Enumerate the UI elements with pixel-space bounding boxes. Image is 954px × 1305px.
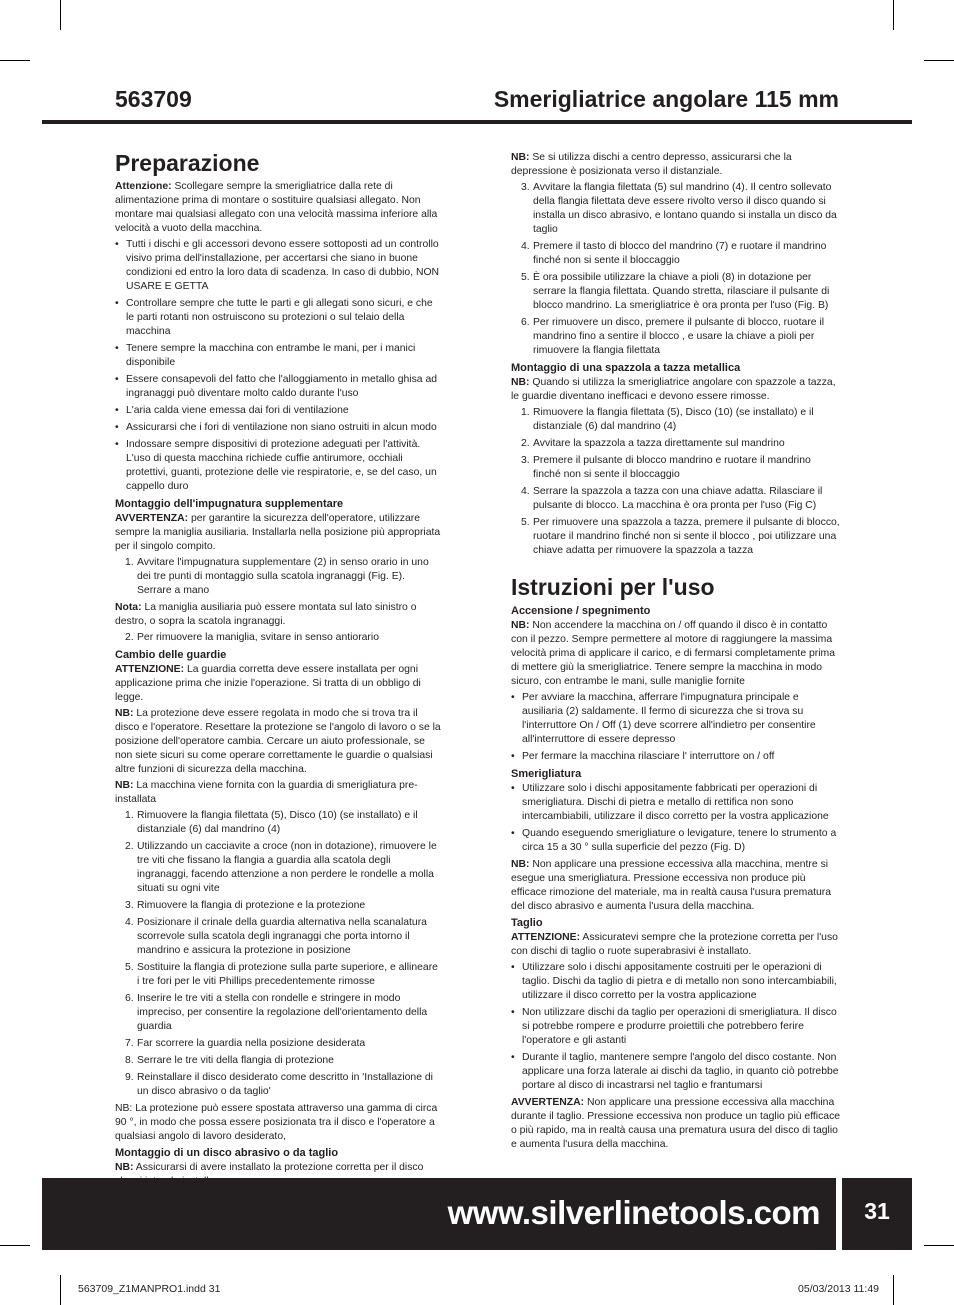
step-text: Per rimuovere la maniglia, svitare in senso antiorario [137,632,379,643]
note-paragraph [115,601,442,629]
nb-paragraph [511,151,841,179]
list-item [115,899,442,913]
impugnatura-steps-2 [115,631,442,645]
step-text: Rimuovere la flangia filettata (5), Disco (10) (se installato) e il distanziale (6) dal mandrino (4) [137,810,418,835]
step-text: Rimuovere la flangia di protezione e la protezione [137,900,366,911]
prep-bullet-list [115,238,442,494]
list-item: • Essere consapevoli del fatto che l'alloggiamento in metallo ghisa ad ingranaggi può diventare molto caldo durante l'uso [115,373,442,401]
list-item: • Per fermare la macchina rilasciare l' interruttore on / off [511,750,841,764]
step-number: 1. [125,810,134,821]
subheading-disco: Montaggio di un disco abrasivo o da taglio [115,1147,339,1159]
label: NB: [115,780,134,791]
page-number: 31 [864,1198,890,1224]
list-item: • Utilizzare solo i dischi appositamente fabbricati per operazioni di smerigliatura. Dischi di pietra e metallo di rettifica non sono intercambiabili, utilizzare il disco corretto per la vostra applicazione [511,782,841,824]
list-item [115,840,442,896]
list-item [511,181,841,237]
label: NB: [115,1162,134,1173]
list-item [511,454,841,482]
step-text: Rimuovere la flangia filettata (5), Disco (10) (se installato) e il distanziale (6) dal mandrino (4) [533,407,814,432]
print-slug-date: 05/03/2013 11:49 [798,1283,879,1295]
step-number: 4. [521,241,530,252]
step-number: 1. [125,557,134,568]
list-item [115,916,442,958]
list-item [115,961,442,989]
list-item: • Per avviare la macchina, afferrare l'impugnatura principale e ausiliaria (2) saldamente. Il fermo di sicurezza che si trova su l'interruttore On / Off (1) deve scorrere all'indietro per consentire all'interruttore di essere depresso [511,691,841,747]
list-item [115,1037,442,1051]
footer-bar [42,1178,836,1250]
taglio-bullets [511,961,841,1093]
label: NB: [511,859,530,870]
step-text: Serrare la spazzola a tazza con una chiave adatta. Rilasciare il pulsante di blocco. La macchina è ora pronta per l'uso (Fig C) [533,486,823,511]
warning-paragraph [511,1096,841,1152]
text: Se si utilizza dischi a centro depresso, assicurarsi che la depressione è posizionata verso il distanziale. [511,152,792,177]
step-number: 6. [125,993,134,1004]
list-item [511,406,841,434]
step-number: 5. [521,272,530,283]
step-number: 8. [125,1055,134,1066]
section-heading-istruzioni: Istruzioni per l'uso [511,574,715,600]
step-text: Premere il pulsante di blocco mandrino e ruotare il mandrino finché non si sente il bloccaggio [533,455,811,480]
step-number: 5. [521,517,530,528]
crop-mark [0,60,30,61]
label: NB: [115,708,134,719]
list-item [511,316,841,358]
label: AVVERTENZA: [511,1097,585,1108]
text: Quando si utilizza la smerigliatrice angolare con spazzole a tazza, le guardie diventano inefficaci e devono essere rimosse. [511,377,836,402]
nb-paragraph [115,707,442,777]
text: Non applicare una pressione eccessiva alla macchina durante il taglio. Pressione eccessiva non produce un taglio più efficace o più rapido, ma in realtà causa una prematura usura del disco di taglio e aumenta l'usura della macchina. [511,1097,841,1150]
list-item [115,556,442,598]
text: Assicurarsi di avere installato la protezione corretta per il disco [135,1162,424,1173]
list-item: • L'aria calda viene emessa dai fori di ventilazione [115,404,442,418]
step-text: Sostituire la flangia di protezione sulla parte superiore, e allineare i tre fori per le viti Phillips precedentemente rimosse [137,962,438,987]
list-item: • Tutti i dischi e gli accessori devono essere sottoposti ad un controllo visivo prima dell'installazione, per accertarsi che siano in buone condizioni ed entro la loro data di scadenza. In caso di dubbio, NON USARE E GETTA [115,238,442,294]
product-title: Smerigliatrice angolare 115 mm [493,86,839,112]
product-code: 563709 [115,86,192,112]
step-number: 2. [125,632,134,643]
list-item [511,485,841,513]
text: Scollegare sempre la smerigliatrice dalla rete di alimentazione prima di montare o sostituire qualsiasi allegato. Non montare mai qualsiasi allegato con una velocità massima inferiore alla velocità a vuoto della macchina. [115,181,438,234]
nb-paragraph [115,779,442,807]
attention-paragraph [115,663,442,705]
text: Assicuratevi sempre che la protezione corretta per l'uso con dischi di taglio o ruote superabrasivi è installato. [511,932,838,957]
text: La macchina viene fornita con la guardia di smerigliatura pre-installata [115,780,418,805]
spazzola-steps [511,406,841,558]
accensione-bullets [511,691,841,764]
crop-mark [893,1275,894,1305]
step-number: 7. [125,1038,134,1049]
label: Attenzione: [115,181,172,192]
list-item: • Tenere sempre la macchina con entrambe le mani, per i manici disponibile [115,342,442,370]
step-number: 4. [125,917,134,928]
label: NB: [511,377,530,388]
text: La protezione deve essere regolata in modo che si trova tra il disco e l'operatore. Resettare la protezione se l'angolo di lavoro o se la posizione dell'operatore cambia. Cercare un aiuto professionale, se non siete sicuri su come operare correttamente le guardie o qualsiasi altre funzioni di sicurezza della macchina. [115,708,441,775]
website-url[interactable]: www.silverlinetools.com [447,1194,820,1231]
list-item: • Utilizzare solo i dischi appositamente costruiti per le operazioni di taglio. Dischi da taglio di pietra e di metallo non sono intercambiabili, utilizzare il disco corretto per la vostra applicazione [511,961,841,1003]
step-text: Posizionare il crinale della guardia alternativa nella scanalatura scorrevole sulla scatola degli ingranaggi che porta intorno il mandrino e assicura la protezione in posizione [137,917,427,956]
text: La guardia corretta deve essere installata per ogni applicazione prima che inizie l'operazione. Si tratta di un obbligo di legge. [115,664,421,703]
step-number: 2. [521,438,530,449]
text: Non accendere la macchina on / off quando il disco è in contatto con il pezzo. Sempre permettere al motore di raggiungere la massima velocità prima di applicare il carico, e di fermarsi completamente prima di mettere giù la smerigliatrice. Tenere sempre la macchina in modo sicuro, con entrambe le mani, sulle maniglie fornite [511,620,835,687]
step-text: È ora possibile utilizzare la chiave a pioli (8) in dotazione per serrare la flangia filettata. Quando stretta, rilasciare il pulsante di blocco mandrino. La smerigliatrice è ora pronta per l'uso (Fig. B) [533,272,830,311]
step-text: Far scorrere la guardia nella posizione desiderata [137,1038,366,1049]
step-text: Premere il tasto di blocco del mandrino (7) e ruotare il mandrino finché non si sente il bloccaggio [533,241,827,266]
crop-mark [60,0,61,30]
disco-steps-continued [511,181,841,358]
nb-paragraph [511,619,841,689]
list-item [115,992,442,1034]
subheading-smerigliatura: Smerigliatura [511,768,582,780]
text: Non applicare una pressione eccessiva alla macchina, mentre si esegue una smerigliatura. Pressione eccessiva non produce più efficace rimozione del materiale, ma in realtà causa l'usura prematura del disco abrasivo e aumenta l'usura della macchina. [511,859,832,912]
step-number: 3. [125,900,134,911]
label: NB: [511,152,530,163]
header-rule [42,120,912,124]
list-item [115,631,442,645]
list-item [115,809,442,837]
print-slug-file: 563709_Z1MANPRO1.indd 31 [78,1283,221,1295]
crop-mark [924,1245,954,1246]
subheading-taglio: Taglio [511,917,543,929]
list-item [511,437,841,451]
step-text: Avvitare la spazzola a tazza direttamente sul mandrino [533,438,785,449]
list-item [511,271,841,313]
left-column [115,150,442,1239]
step-text: Serrare le tre viti della flangia di protezione [137,1055,334,1066]
list-item: • Assicurarsi che i fori di ventilazione non siano ostruiti in alcun modo [115,421,442,435]
step-text: Reinstallare il disco desiderato come descritto in 'Installazione di un disco abrasivo o da taglio' [137,1072,433,1097]
attention-paragraph [511,931,841,959]
step-number: 5. [125,962,134,973]
step-text: Inserire le tre viti a stella con rondelle e stringere in modo impreciso, per consentire la regolazione dell'orientamento della guardia [137,993,428,1032]
impugnatura-steps [115,556,442,598]
label: ATTENZIONE: [115,664,185,675]
list-item: • Controllare sempre che tutte le parti e gli allegati sono sicuri, e che le parti rotanti non ostruiscono su protezioni o sul telaio della macchina [115,297,442,339]
step-number: 6. [521,317,530,328]
subheading-spazzola: Montaggio di una spazzola a tazza metallica [511,362,741,374]
step-text: Avvitare la flangia filettata (5) sul mandrino (4). Il centro sollevato della flangia filettata deve essere rivolto verso il disco quando si installa un disco abrasivo, e lontano quando si installa un disco da taglio [533,182,837,235]
nb-paragraph: NB: La protezione può essere spostata attraverso una gamma di circa 90 °, in modo che possa essere posizionata tra il disco e l'operatore a qualsiasi angolo di lavoro desiderato, [115,1103,438,1142]
nb-paragraph [511,376,841,404]
label: AVVERTENZA: [115,513,189,524]
label: Nota: [115,602,142,613]
step-text: Per rimuovere una spazzola a tazza, premere il pulsante di blocco, ruotare il mandrino finché non si sente il blocco , poi utilizzare una chiave adatta per rimuovere la spazzola a tazza [533,517,840,556]
list-item: • Non utilizzare dischi da taglio per operazioni di smerigliatura. Il disco si potrebbe rompere e produrre proiettili che potrebbero ferire l'operatore e gli astanti [511,1006,841,1048]
section-heading-preparazione: Preparazione [115,150,260,176]
step-text: Utilizzando un cacciavite a croce (non in dotazione), rimuovere le tre viti che fissano la flangia a guardia alla scatola degli ingranaggi, facendo attenzione a non perdere le rondelle a molla situati su ogni vite [137,841,437,894]
crop-mark [924,60,954,61]
step-number: 3. [521,182,530,193]
step-number: 4. [521,486,530,497]
nb-paragraph [511,858,841,914]
step-number: 1. [521,407,530,418]
page-number-box [842,1178,912,1250]
list-item [511,516,841,558]
list-item [115,1054,442,1068]
step-number: 9. [125,1072,134,1083]
list-item: • Indossare sempre dispositivi di protezione adeguati per l'attività. L'uso di questa macchina richiede cuffie antirumore, occhiali protettivi, guanti, protezione delle vie respiratorie, e, se del caso, un cappello duro [115,438,442,494]
guardie-steps [115,809,442,1099]
crop-mark [893,0,894,30]
text: per garantire la sicurezza dell'operatore, utilizzare sempre la maniglia ausiliaria. Installarla nella posizione più appropriata per il singolo compito. [115,513,441,552]
attention-paragraph [115,180,442,236]
step-text: Avvitare l'impugnatura supplementare (2) in senso orario in uno dei tre punti di montaggio sulla scatola ingranaggi (Fig. E). Serrare a mano [137,557,429,596]
list-item: • Durante il taglio, mantenere sempre l'angolo del disco costante. Non applicare una forza laterale ai dischi da taglio, in quanto ciò potrebbe portare al disco di incastrarsi nel taglio e frantumarsi [511,1051,841,1093]
subheading-accensione: Accensione / spegnimento [511,605,651,617]
list-item [115,1071,442,1099]
warning-paragraph [115,512,442,554]
subheading-impugnatura: Montaggio dell'impugnatura supplementare [115,498,344,510]
crop-mark [60,1275,61,1305]
step-text: Per rimuovere un disco, premere il pulsante di blocco, ruotare il mandrino fino a sentire il blocco , e usare la chiave a pioli per rimuovere la flangia filettata [533,317,825,356]
step-number: 2. [125,841,134,852]
text: La maniglia ausiliaria può essere montata sul lato sinistro o destro, o sopra la scatola ingranaggi. [115,602,417,627]
crop-mark [0,1245,30,1246]
smerigliatura-bullets [511,782,841,855]
subheading-guardie: Cambio delle guardie [115,649,227,661]
label: ATTENZIONE: [511,932,581,943]
step-number: 3. [521,455,530,466]
list-item: • Quando eseguendo smerigliature o levigature, tenere lo strumento a circa 15 a 30 ° sulla superficie del pezzo (Fig. D) [511,827,841,855]
label: NB: [511,620,530,631]
list-item [511,240,841,268]
right-column [511,151,841,1154]
